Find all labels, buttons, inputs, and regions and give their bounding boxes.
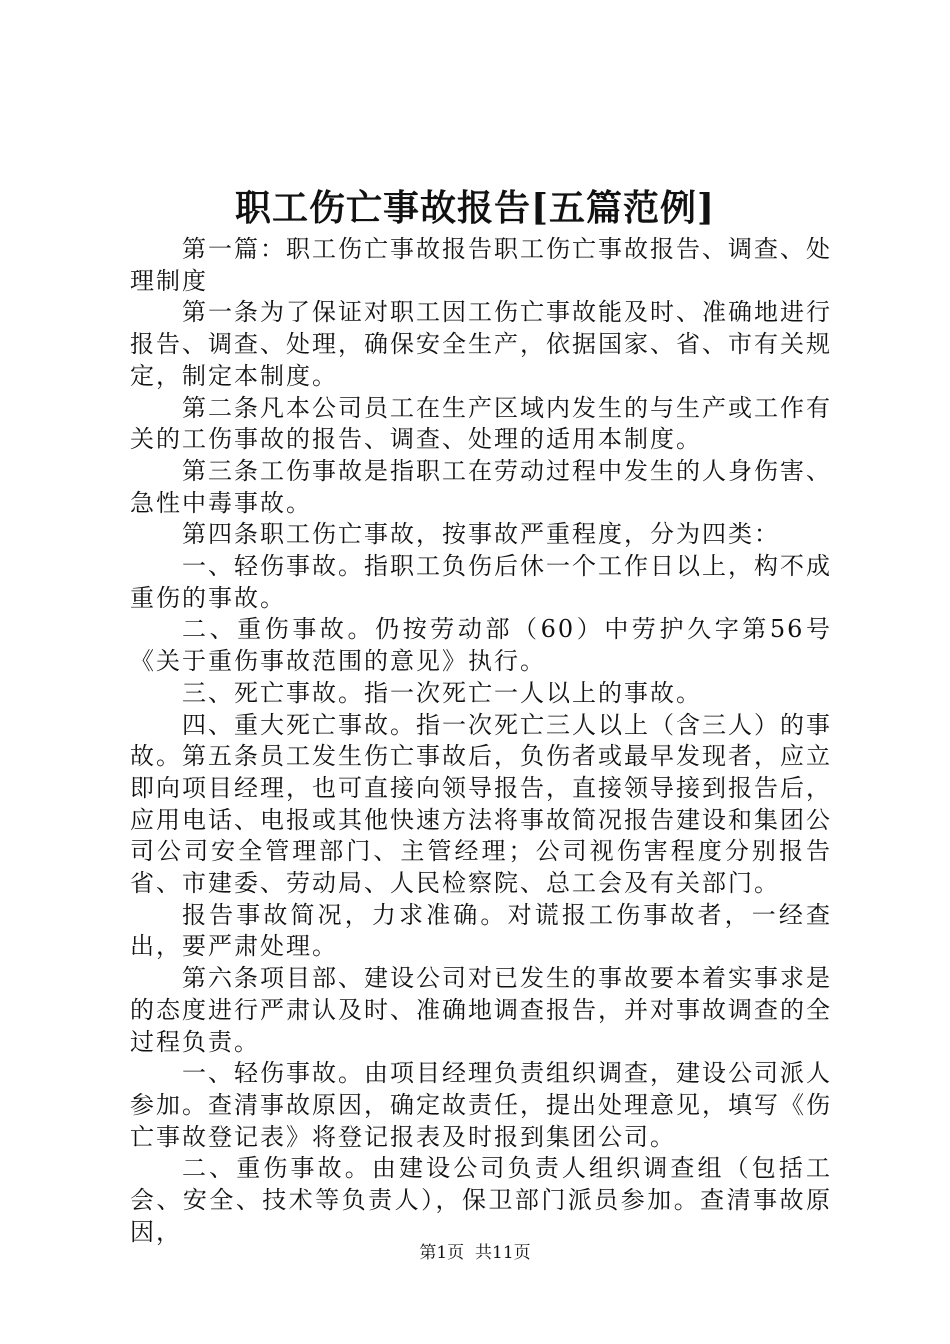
paragraph: 第一篇：职工伤亡事故报告职工伤亡事故报告、调查、处理制度 — [130, 235, 832, 295]
paragraph: 一、轻伤事故。由项目经理负责组织调查，建设公司派人参加。查清事故原因，确定故责任，提出处理意见，填写《伤亡事故登记表》将登记报表及时报到集团公司。 — [130, 1059, 832, 1151]
page-footer — [0, 1241, 950, 1265]
document-body — [130, 234, 832, 1249]
paragraph: 第六条项目部、建设公司对已发生的事故要本着实事求是的态度进行严肃认及时、准确地调查报告，并对事故调查的全过程负责。 — [130, 964, 832, 1056]
paragraph: 三、死亡事故。指一次死亡一人以上的事故。 — [182, 678, 702, 707]
page-total: 共11页 — [475, 1243, 531, 1263]
page-title: 职工伤亡事故报告[五篇范例] — [234, 187, 716, 229]
page-number: 第1页 — [419, 1243, 465, 1263]
paragraph: 二、重伤事故。仍按劳动部（60）中劳护久字第56号《关于重伤事故范围的意见》执行。 — [130, 615, 832, 676]
paragraph: 第二条凡本公司员工在生产区域内发生的与生产或工作有关的工伤事故的报告、调查、处理的适用本制度。 — [130, 393, 832, 454]
paragraph: 二、重伤事故。由建设公司负责人组织调查组（包括工会、安全、技术等负责人），保卫部门派员参加。查清事故原因， — [130, 1154, 832, 1246]
paragraph: 一、轻伤事故。指职工负伤后休一个工作日以上，构不成重伤的事故。 — [130, 552, 832, 612]
paragraph: 报告事故简况，力求准确。对谎报工伤事故者，一经查出，要严肃处理。 — [130, 900, 832, 961]
paragraph: 第一条为了保证对职工因工伤亡事故能及时、准确地进行报告、调查、处理，确保安全生产，依据国家、省、市有关规定，制定本制度。 — [130, 298, 832, 390]
footer-separator — [464, 1243, 475, 1263]
paragraph: 第四条职工伤亡事故，按事故严重程度，分为四类： — [182, 520, 780, 549]
paragraph: 四、重大死亡事故。指一次死亡三人以上（含三人）的事故。第五条员工发生伤亡事故后，负伤者或最早发现者，应立即向项目经理，也可直接向领导报告，直接领导接到报告后，应用电话、电报或其他快速方法将事故简况报告建设和集团公司公司安全管理部门、主管经理；公司视伤害程度分别报告省、市建委、劳动局、人民检察院、总工会及有关部门。 — [130, 710, 832, 898]
paragraph: 第三条工伤事故是指职工在劳动过程中发生的人身伤害、急性中毒事故。 — [130, 456, 832, 517]
